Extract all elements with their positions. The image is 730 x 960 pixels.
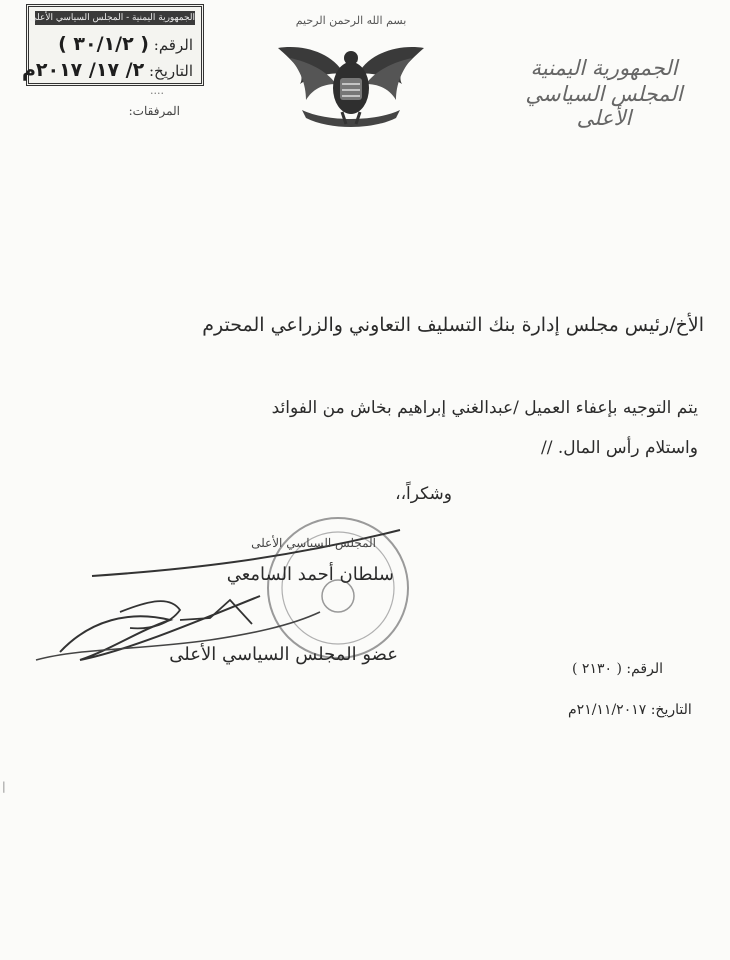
letterhead-country: الجمهورية اليمنية — [530, 56, 678, 80]
stamp-number-line — [37, 33, 193, 55]
closing-thanks: وشكراً،، — [395, 484, 452, 504]
registration-stamp — [21, 4, 204, 86]
stamp-number-label: الرقم: — [153, 36, 193, 54]
reference-date-value: ٢١/١١/٢٠١٧م — [568, 702, 647, 718]
signature-council-title: المجلس السياسي الأعلى — [251, 536, 376, 550]
signatory-name: سلطان أحمد السامعي — [226, 564, 394, 585]
signatory-position: عضو المجلس السياسي الأعلى — [169, 644, 398, 665]
stamp-date-line — [21, 59, 193, 81]
stamp-date-value: ٢/ ١٧/ ٢٠١٧م — [21, 59, 145, 81]
stamp-number-value: ( ٣٠/١/٢ ) — [58, 33, 149, 55]
reference-number-label: الرقم: — [626, 661, 663, 677]
basmala: بسم الله الرحمن الرحيم — [295, 14, 407, 27]
reference-date-label: التاريخ: — [650, 702, 692, 718]
stamp-date-label: التاريخ: — [149, 62, 193, 80]
letterhead — [514, 56, 694, 130]
margin-mark: | — [2, 780, 6, 793]
letterhead-council: المجلس السياسي الأعلى — [525, 82, 683, 130]
eagle-emblem-icon — [272, 14, 430, 136]
body-line-1: يتم التوجيه بإعفاء العميل /عبدالغني إبراهيم بخاش من الفوائد — [271, 398, 698, 418]
reference-number-value: ( ٢١٣٠ ) — [572, 661, 622, 677]
stamp-header: الجمهورية اليمنية - المجلس السياسي الأعلى — [29, 13, 195, 23]
attachments-label: المرفقات: — [128, 104, 180, 118]
recipient-line: الأخ/رئيس مجلس إدارة بنك التسليف التعاوني والزراعي المحترم — [202, 314, 704, 336]
reference-number — [572, 661, 663, 677]
body-line-2: واستلام رأس المال. // — [541, 438, 698, 458]
reference-date — [568, 702, 692, 718]
state-emblem — [272, 14, 430, 136]
stamp-dots: .... — [150, 84, 164, 97]
